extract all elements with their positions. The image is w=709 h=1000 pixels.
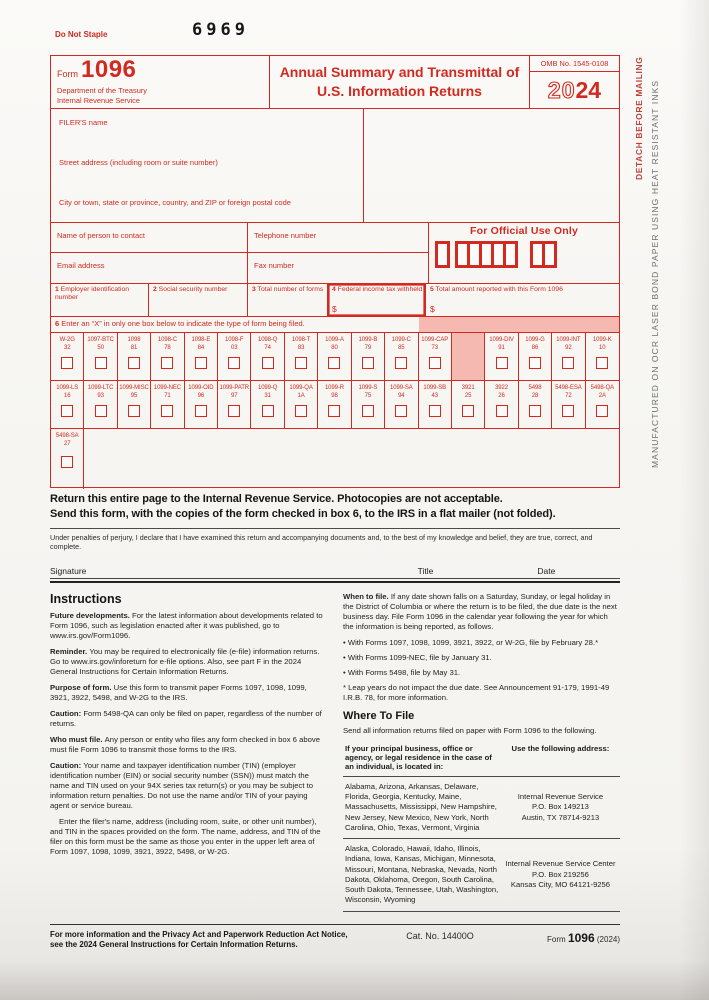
form-type-checkbox[interactable] (596, 357, 608, 369)
form-type-code: 94 (398, 393, 405, 400)
form-type-code: 32 (63, 345, 71, 352)
blank-cell (452, 333, 485, 380)
form-type-name: 1098-F (225, 337, 244, 343)
form-type-1099-sb (419, 381, 452, 428)
form-type-code: 2A (598, 393, 606, 400)
form-type-1098-f (218, 333, 251, 380)
box2-ssn-field[interactable] (149, 284, 248, 316)
form-title-line2: U.S. Information Returns (317, 83, 482, 99)
address-table-row (343, 839, 620, 912)
form-number: 1096 (81, 56, 137, 83)
form-type-1099-nec (151, 381, 184, 428)
signature-row[interactable] (50, 551, 620, 579)
form-type-5498-sa (51, 429, 84, 489)
form-type-code: 27 (63, 441, 71, 448)
box1-ein-field[interactable] (51, 284, 149, 316)
form-type-name: 1099-CAP (421, 337, 449, 343)
form-type-name: 1098 (127, 337, 141, 343)
where-to-file-text: Send all information returns filed on paper with Form 1096 to the following. (343, 725, 597, 735)
official-use-area (429, 223, 619, 283)
form-type-name: 1099-K (592, 337, 612, 343)
form-type-1099-cap (419, 333, 452, 380)
mailing-address-table (343, 742, 620, 912)
form-type-1099-qa (285, 381, 318, 428)
divider (50, 528, 620, 529)
irs-address: Internal Revenue Service P.O. Box 149213 Austin, TX 78714-9213 (501, 776, 620, 838)
form-type-code: 86 (531, 345, 539, 352)
form-type-name: 1099-B (358, 337, 378, 343)
when-to-file-lead: When to file. (343, 591, 389, 601)
form-type-code: 95 (130, 393, 138, 400)
box6-label-text: Enter an “X” in only one box below to indicate the type of form being filed. (61, 319, 305, 328)
official-use-box (503, 241, 518, 268)
form-type-code: 50 (97, 345, 104, 352)
instruction-paragraph: Purpose of form. Use this form to transmit paper Forms 1097, 1098, 1099, 3921, 3922, 5498, and W-2G to the IRS. (50, 682, 307, 702)
instructions-columns (50, 592, 620, 912)
form-type-checkbox[interactable] (462, 405, 474, 417)
form-type-1099-q (251, 381, 284, 428)
form-type-checkbox[interactable] (95, 405, 107, 417)
tax-year (530, 72, 619, 108)
form-type-code: 96 (197, 393, 205, 400)
omb-number: OMB No. 1545-0108 (530, 56, 619, 72)
year-suffix: 24 (575, 76, 602, 103)
filer-name-label: FILER'S name (59, 118, 108, 127)
form-type-code: 31 (264, 393, 271, 400)
catalog-number: Cat. No. 14400O (406, 930, 474, 941)
form-type-name: 3922 (495, 385, 509, 391)
where-to-file-heading: Where To File (343, 709, 415, 722)
address-table-header-left: If your principal business, office or agency, or legal residence in the case of an individual, is located in: (345, 743, 492, 771)
box2-label: Social security number (158, 286, 228, 293)
form-type-name: 1098-E (191, 337, 211, 343)
year-prefix: 20 (547, 76, 576, 103)
form-type-name: 1098-C (157, 337, 177, 343)
form-type-5498-qa (586, 381, 619, 428)
agency-line1: Department of the Treasury (57, 86, 147, 95)
form-type-name: 1099-SA (389, 385, 413, 391)
form-type-name: W-2G (59, 337, 75, 343)
form-type-1098-t (285, 333, 318, 380)
form-type-checkbox[interactable] (529, 405, 541, 417)
instruction-paragraph: Future developments. For the latest information about developments related to Form 1096, such as legislation enacted after it was published, go to www.irs.gov/Form1096. (50, 610, 323, 640)
form-type-code: 26 (498, 393, 505, 400)
form-type-name: 1099-R (324, 385, 345, 391)
form-type-checkbox[interactable] (395, 405, 407, 417)
form-word: Form (57, 69, 78, 79)
perjury-statement: Under penalties of perjury, I declare that I have examined this return and accompanying documents and, to the best of my knowledge and belief, they are true, correct, and complete. (50, 532, 593, 551)
box6-row (51, 316, 619, 332)
form-type-checkbox[interactable] (262, 405, 274, 417)
form-type-3922 (485, 381, 518, 428)
form-type-code: 73 (431, 345, 438, 352)
form-type-grid-row3 (51, 428, 619, 489)
form-type-checkbox[interactable] (295, 357, 307, 369)
form-type-checkbox[interactable] (328, 357, 340, 369)
contact-name-label: Name of person to contact (57, 231, 145, 240)
do-not-staple-label: Do Not Staple (55, 30, 108, 39)
form-type-checkbox[interactable] (195, 405, 207, 417)
filer-city-label: City or town, state or province, country, and ZIP or foreign postal code (59, 198, 291, 207)
box3-total-forms-field[interactable] (248, 284, 328, 316)
privacy-act-notice: For more information and the Privacy Act and Paperwork Reduction Act Notice, see the 2024 General Instructions for Certain Information Returns. (50, 929, 348, 950)
form-type-checkbox[interactable] (295, 405, 307, 417)
form-type-code: 10 (599, 345, 606, 352)
official-use-box (435, 241, 450, 268)
form-type-1099-oid (185, 381, 218, 428)
box4-tax-withheld-field[interactable] (328, 284, 426, 316)
form-type-name: 5498-QA (590, 385, 614, 391)
form-type-code: 80 (331, 345, 338, 352)
form-type-name: 1099-LTC (87, 385, 114, 391)
form-type-1099-s (352, 381, 385, 428)
box2-number: 2 (153, 286, 157, 293)
form-type-name: 1099-NEC (153, 385, 182, 391)
box5-total-amount-field[interactable] (426, 284, 619, 316)
form-type-code: 85 (398, 345, 405, 352)
detach-before-mailing-label: DETACH BEFORE MAILING (634, 56, 644, 180)
address-table-row (343, 776, 620, 838)
form-type-checkbox[interactable] (128, 357, 140, 369)
agency-name (57, 86, 263, 105)
when-to-file-text: If any date shown falls on a Saturday, Sunday, or legal holiday in the District of Columbia or where the return is to be filed, the due date is the next business day. File Form 1096 in the calendar year following the year for which the information is being reported, as follows. (343, 591, 617, 631)
empty-area (84, 429, 619, 489)
contact-table (51, 223, 429, 283)
form-type-code: 74 (264, 345, 271, 352)
filer-divider (363, 109, 364, 222)
form-type-name: 5498-ESA (555, 385, 582, 391)
form-type-checkbox[interactable] (128, 405, 140, 417)
box1-number: 1 (55, 286, 59, 293)
box6-number: 6 (55, 319, 60, 328)
form-type-checkbox[interactable] (395, 357, 407, 369)
form-type-checkbox[interactable] (328, 405, 340, 417)
form-footer-signature (525, 930, 620, 945)
form-type-checkbox[interactable] (195, 357, 207, 369)
form-number-block (51, 56, 270, 108)
manufactured-on-ocr-label: MANUFACTURED ON OCR LASER BOND PAPER USING HEAT RESISTANT INKS (650, 79, 660, 468)
form-type-code: 97 (231, 393, 238, 400)
box5-number: 5 (430, 286, 434, 293)
form-type-1099-b (352, 333, 385, 380)
form-type-1099-sa (385, 381, 418, 428)
return-notice-line2: Send this form, with the copies of the form checked in box 6, to the IRS in a flat mailer (not folded). (50, 508, 556, 521)
footer-form-number: 1096 (567, 930, 595, 945)
form-type-name: 5498 (528, 385, 542, 391)
form-type-code: 16 (63, 393, 71, 400)
form-type-1098-c (151, 333, 184, 380)
form-title-line1: Annual Summary and Transmittal of (279, 64, 520, 81)
box3-label: Total number of forms (257, 286, 324, 293)
bullet-item: • With Forms 1097, 1098, 1099, 3921, 3922, or W-2G, file by February 28.* (343, 637, 599, 647)
lower-section (50, 492, 620, 951)
form-type-checkbox[interactable] (161, 357, 173, 369)
form-type-checkbox[interactable] (161, 405, 173, 417)
form-type-1099-r (318, 381, 351, 428)
form-type-name: 1099-SB (423, 385, 447, 391)
form-type-checkbox[interactable] (61, 456, 73, 468)
return-notice-line1: Return this entire page to the Internal Revenue Service. Photocopies are not acceptable. (50, 493, 503, 505)
agency-line2: Internal Revenue Service (57, 95, 140, 105)
box1-label: Employer identification number (55, 286, 130, 302)
form-type-checkbox[interactable] (496, 357, 508, 369)
amount-boxes-row (51, 283, 619, 316)
form-type-checkbox[interactable] (95, 357, 107, 369)
irs-address: Internal Revenue Service Center P.O. Box 219256 Kansas City, MO 64121-9256 (501, 839, 620, 912)
form-type-name: 1099-OID (188, 385, 214, 391)
box5-label: Total amount reported with this Form 1096 (435, 286, 563, 293)
form-type-grid-row2 (51, 380, 619, 428)
box4-dollar-sign: $ (332, 303, 337, 314)
control-number: 6969 (192, 20, 249, 40)
footer-form-word: Form (547, 934, 566, 944)
form-type-name: 1099-S (358, 385, 378, 391)
form-type-code: 93 (97, 393, 104, 400)
form-footer (50, 924, 620, 951)
form-type-name: 1099-Q (257, 385, 278, 391)
form-type-1099-misc (118, 381, 151, 428)
form-type-checkbox[interactable] (362, 357, 374, 369)
form-type-name: 1099-C (391, 337, 411, 343)
fax-label: Fax number (254, 261, 295, 270)
form-type-1099-g (519, 333, 552, 380)
filer-city-field[interactable] (51, 189, 619, 223)
instructions-left-column (50, 592, 327, 912)
form-type-code: 75 (364, 393, 372, 400)
form-type-checkbox[interactable] (262, 357, 274, 369)
instructions-heading: Instructions (50, 591, 122, 606)
form-type-checkbox[interactable] (362, 405, 374, 417)
filing-deadline-bullets (343, 638, 620, 678)
form-type-1099-patr (218, 381, 251, 428)
instruction-paragraph: Enter the filer's name, address (including room, suite, or other unit number), and TIN in the spaces provided on the form. The name, address, and TIN of the filer on this form must be the same as those you enter in the upper left area of Form 1097, 1098, 1099, 3921, 3922, 5498, or W-2G. (50, 816, 321, 856)
form-type-3921 (452, 381, 485, 428)
instructions-paragraphs (50, 611, 327, 857)
form-type-1099-ltc (84, 381, 117, 428)
divider (50, 581, 620, 583)
form-type-checkbox[interactable] (562, 405, 574, 417)
form-type-code: 78 (164, 345, 171, 352)
form-type-name: 1099-G (525, 337, 545, 343)
form-type-code: 83 (297, 345, 305, 352)
box6-instruction (51, 317, 619, 328)
form-type-checkbox[interactable] (61, 357, 73, 369)
form-type-1099-div (485, 333, 518, 380)
form-type-name: 1098-T (291, 337, 311, 343)
form-type-code: 43 (431, 393, 438, 400)
telephone-label: Telephone number (254, 231, 317, 240)
form-type-1099-k (586, 333, 619, 380)
footer-form-year: (2024) (596, 934, 620, 944)
form-type-name: 1099-A (325, 337, 344, 343)
date-label: Date (537, 565, 556, 576)
form-type-code: 25 (464, 393, 472, 400)
form-type-grid-row1 (51, 332, 619, 380)
form-type-checkbox[interactable] (228, 405, 240, 417)
form-type-5498-esa (552, 381, 585, 428)
form-type-name: 1099-DIV (489, 337, 514, 343)
contact-name-field[interactable] (51, 223, 248, 253)
filer-street-label: Street address (including room or suite number) (59, 158, 218, 167)
official-use-box-group (435, 241, 450, 268)
form-type-code: 81 (130, 345, 138, 352)
form-type-name: 1099-LS (56, 385, 79, 391)
fax-field[interactable] (248, 253, 428, 283)
bullet-item: • With Forms 1099-NEC, file by January 31. (343, 652, 492, 662)
form-type-1099-int (552, 333, 585, 380)
form-type-checkbox[interactable] (429, 357, 441, 369)
form-type-w-2g (51, 333, 84, 380)
form-type-1098-e (185, 333, 218, 380)
box4-label: Federal income tax withheld (337, 286, 423, 293)
official-use-label: For Official Use Only (469, 225, 579, 237)
states-list: Alabama, Arizona, Arkansas, Delaware, Florida, Georgia, Kentucky, Maine, Massachusetts, Mississippi, New Hampshire, New Jersey, New Mexico, New York, North Carolina, Ohio, Texas, Vermont, Virginia (343, 776, 501, 838)
form-type-checkbox[interactable] (562, 357, 574, 369)
official-use-boxes (429, 241, 619, 268)
states-list: Alaska, Colorado, Hawaii, Idaho, Illinois, Indiana, Iowa, Kansas, Michigan, Minnesota, Missouri, Montana, Nebraska, Nevada, North Dakota, Oklahoma, Oregon, South Carolina, South Dakota, Tennessee, Utah, Washington, Wisconsin, Wyoming (343, 839, 501, 912)
form-1096-body (50, 55, 620, 488)
form-header (51, 56, 619, 109)
form-type-1097-btc (84, 333, 117, 380)
form-type-name: 1099-INT (556, 337, 581, 343)
form-type-checkbox[interactable] (529, 357, 541, 369)
form-type-1099-a (318, 333, 351, 380)
when-to-file-paragraph (343, 592, 620, 632)
official-use-box (542, 241, 557, 268)
return-notice (50, 492, 620, 523)
form-type-name: 1097-BTC (87, 337, 114, 343)
form-type-1098 (118, 333, 151, 380)
form-type-name: 1099-PATR (219, 385, 250, 391)
filer-block (51, 109, 619, 223)
form-type-code: 92 (565, 345, 572, 352)
box3-number: 3 (252, 286, 256, 293)
leap-year-footnote: * Leap years do not impact the due date. See Announcement 91-179, 1991-49 I.R.B. 78, for more information. (343, 682, 610, 702)
form-type-checkbox[interactable] (61, 405, 73, 417)
box4-number: 4 (332, 286, 336, 293)
form-type-name: 5498-SA (55, 433, 79, 439)
email-field[interactable] (51, 253, 248, 283)
instruction-paragraph: Caution: Form 5498-QA can only be filed on paper, regardless of the number of returns. (50, 708, 322, 728)
form-type-checkbox[interactable] (429, 405, 441, 417)
filer-name-field[interactable] (51, 109, 619, 149)
form-type-name: 3921 (461, 385, 475, 391)
form-type-1098-q (251, 333, 284, 380)
form-type-checkbox[interactable] (496, 405, 508, 417)
title-label: Title (417, 565, 434, 576)
form-type-code: 03 (231, 345, 238, 352)
instruction-paragraph: Caution: Your name and taxpayer identification number (TIN) (employer identification number (EIN) or social security number (SSN)) must match the name and TIN used on your 94X series tax return(s) or you may be subject to information return penalties. Do not use the name and/or TIN of your paying agent or service bureau. (50, 760, 314, 810)
form-type-name: 1099-QA (289, 385, 313, 391)
instructions-right-column (343, 592, 620, 912)
form-type-name: 1098-Q (257, 337, 278, 343)
form-title (270, 56, 529, 108)
form-type-5498 (519, 381, 552, 428)
official-use-box-group (455, 241, 518, 268)
form-type-checkbox[interactable] (596, 405, 608, 417)
form-type-1099-ls (51, 381, 84, 428)
form-type-code: 1A (297, 393, 305, 400)
email-label: Email address (57, 261, 105, 270)
instruction-paragraph: Who must file. Any person or entity who files any form checked in box 6 above must file Form 1096 to transmit those forms to the IRS. (50, 734, 321, 754)
form-type-code: 79 (364, 345, 372, 352)
form-type-1099-c (385, 333, 418, 380)
omb-year-block (529, 56, 619, 108)
bullet-item: • With Forms 5498, file by May 31. (343, 667, 461, 677)
signature-label: Signature (50, 565, 87, 576)
form-type-code: 28 (531, 393, 539, 400)
address-table-header-right: Use the following address: (511, 743, 610, 753)
form-type-code: 84 (197, 345, 205, 352)
telephone-field[interactable] (248, 223, 428, 253)
form-type-name: 1099-MISC (119, 385, 149, 391)
official-use-box-group (530, 241, 557, 268)
form-type-code: 72 (565, 393, 572, 400)
box5-dollar-sign: $ (430, 303, 435, 314)
instruction-paragraph: Reminder. You may be required to electronically file (e-file) information returns. Go to www.irs.gov/inforeturn for e-file options. Also, see part F in the 2024 General Instructions for Certain Information Returns. (50, 646, 320, 676)
filer-street-field[interactable] (51, 149, 619, 189)
form-type-code: 98 (331, 393, 338, 400)
form-type-code: 71 (164, 393, 171, 400)
form-type-code: 91 (498, 345, 505, 352)
form-type-checkbox[interactable] (228, 357, 240, 369)
